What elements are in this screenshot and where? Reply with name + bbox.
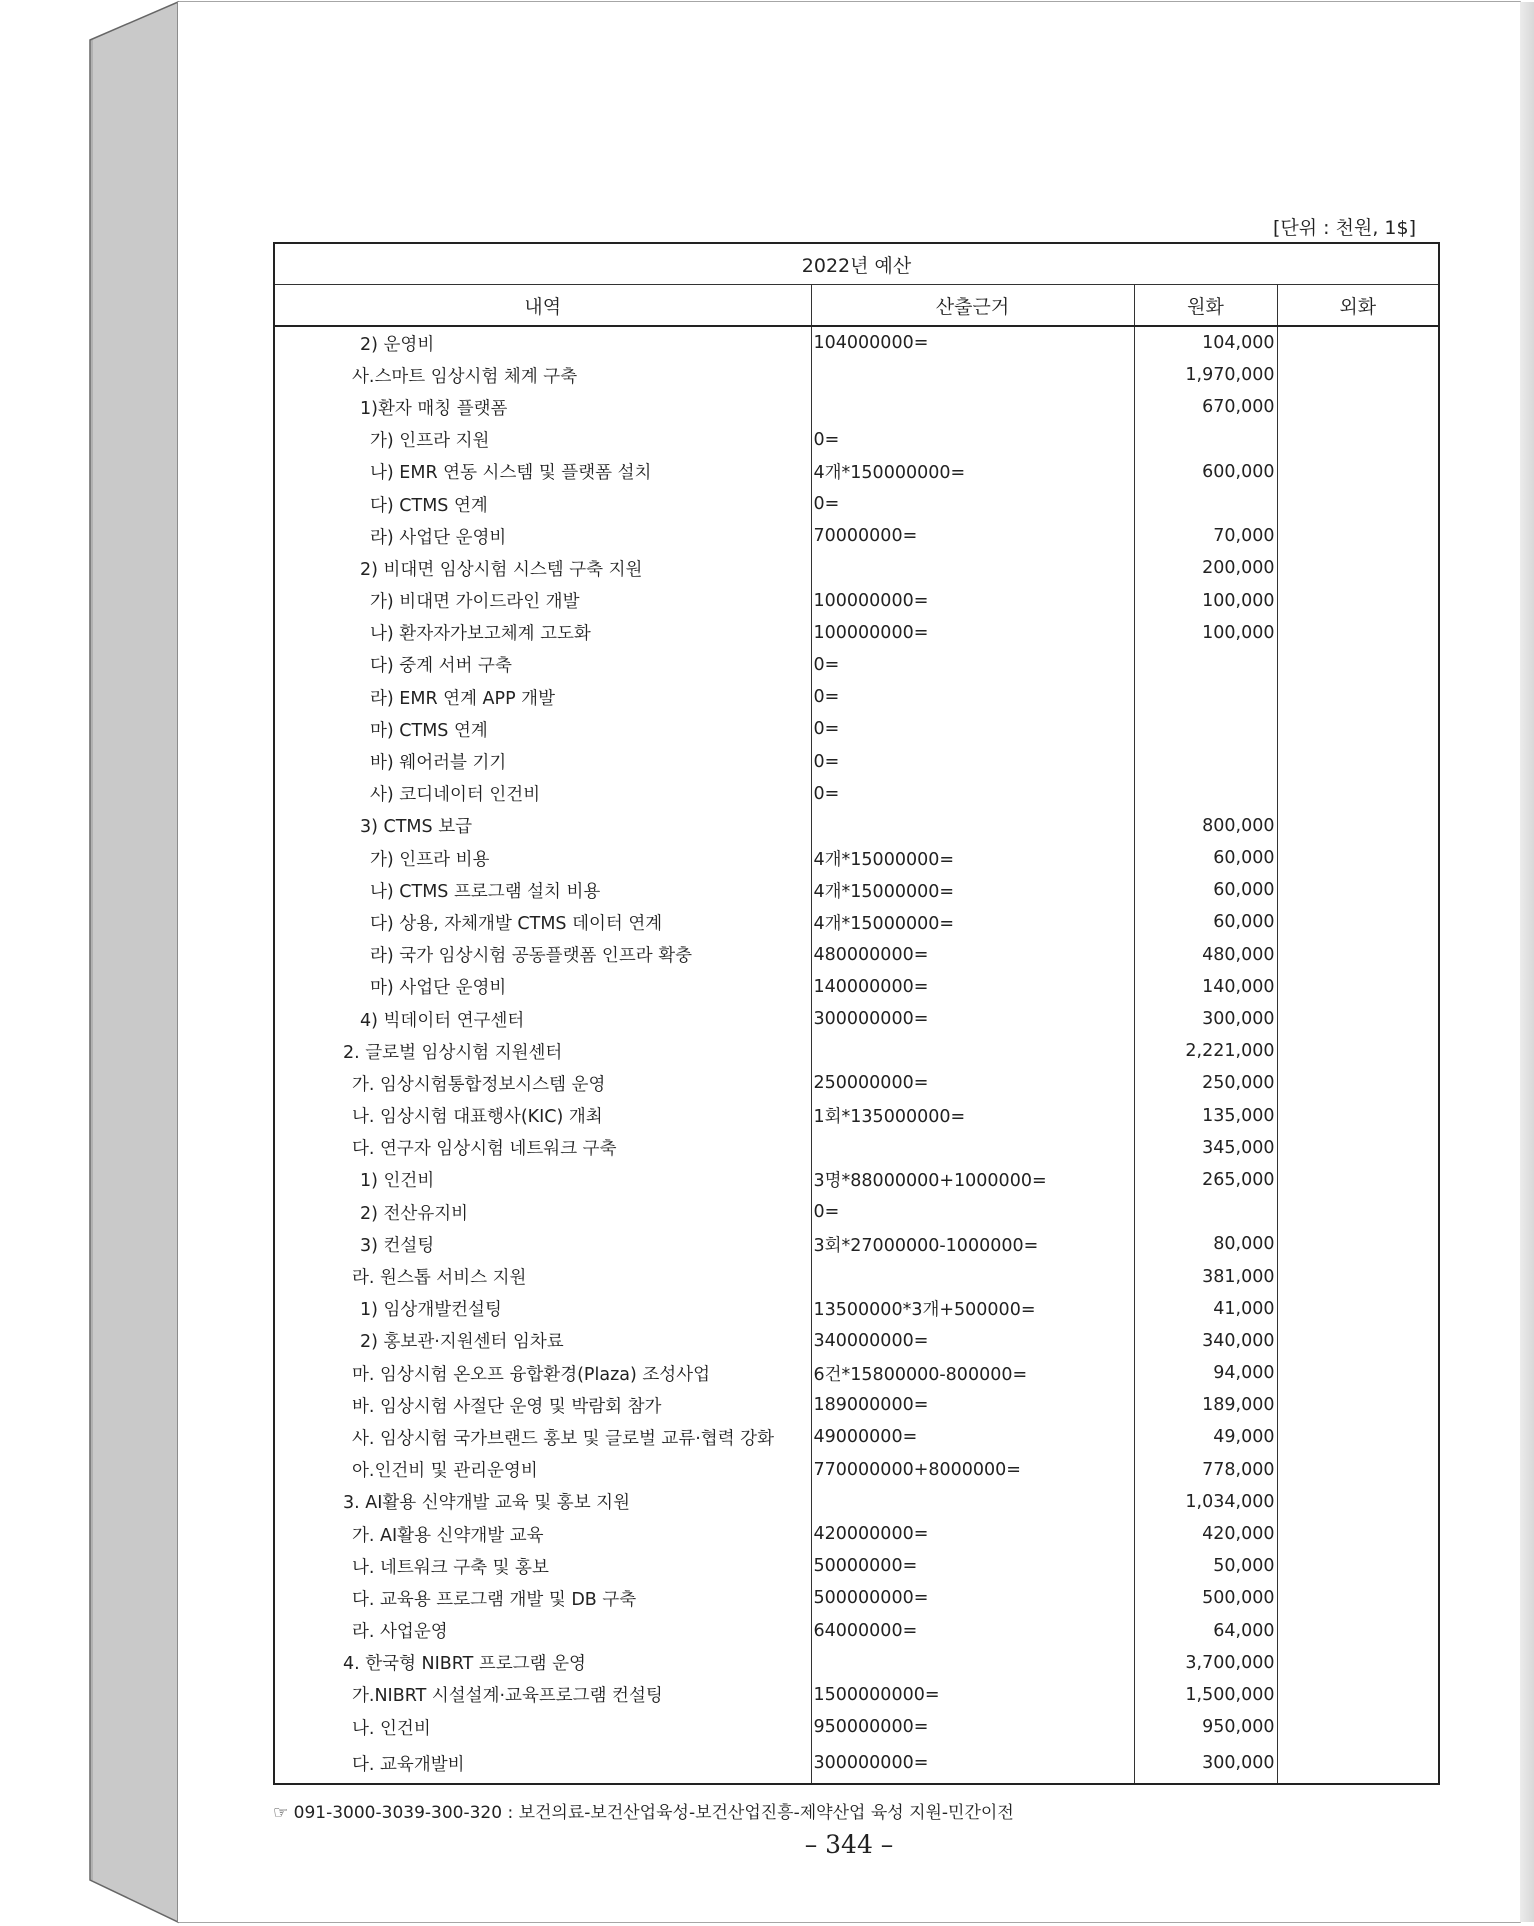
page-number: – 344 – — [804, 1830, 894, 1859]
foreign-currency-amount — [1277, 1454, 1439, 1486]
krw-amount: 50,000 — [1134, 1550, 1277, 1582]
item-description: 라. 원스톱 서비스 지원 — [274, 1260, 811, 1292]
krw-amount — [1134, 424, 1277, 456]
krw-amount: 420,000 — [1134, 1518, 1277, 1550]
header-basis: 산출근거 — [811, 285, 1134, 327]
calculation-basis — [811, 1260, 1134, 1292]
foreign-currency-amount — [1277, 1164, 1439, 1196]
foreign-currency-amount — [1277, 488, 1439, 520]
item-description: 사.스마트 임상시험 체계 구축 — [274, 359, 811, 391]
item-description: 가.NIBRT 시설설계·교육프로그램 컨설팅 — [274, 1679, 811, 1711]
item-description: 3. AI활용 신약개발 교육 및 홍보 지원 — [274, 1486, 811, 1518]
krw-amount: 41,000 — [1134, 1293, 1277, 1325]
item-description: 2. 글로벌 임상시험 지원센터 — [274, 1035, 811, 1067]
foreign-currency-amount — [1277, 1260, 1439, 1292]
item-description: 아.인건비 및 관리운영비 — [274, 1454, 811, 1486]
table-row — [274, 1615, 1439, 1647]
table-row — [274, 874, 1439, 906]
item-description: 1)환자 매칭 플랫폼 — [274, 391, 811, 423]
table-row — [274, 681, 1439, 713]
table-row — [274, 778, 1439, 810]
krw-amount — [1134, 713, 1277, 745]
calculation-basis: 4개*15000000= — [811, 906, 1134, 938]
item-description: 다. 교육개발비 — [274, 1743, 811, 1784]
table-row — [274, 359, 1439, 391]
item-description: 다) CTMS 연계 — [274, 488, 811, 520]
calculation-basis: 0= — [811, 713, 1134, 745]
krw-amount: 778,000 — [1134, 1454, 1277, 1486]
item-description: 가) 인프라 비용 — [274, 842, 811, 874]
calculation-basis: 0= — [811, 681, 1134, 713]
calculation-basis — [811, 359, 1134, 391]
calculation-basis: 140000000= — [811, 971, 1134, 1003]
item-description: 사. 임상시험 국가브랜드 홍보 및 글로벌 교류·협력 강화 — [274, 1421, 811, 1453]
table-row — [274, 1582, 1439, 1614]
item-description: 가. 임상시험통합정보시스템 운영 — [274, 1067, 811, 1099]
krw-amount: 104,000 — [1134, 326, 1277, 359]
calculation-basis: 1500000000= — [811, 1679, 1134, 1711]
table-row — [274, 939, 1439, 971]
foreign-currency-amount — [1277, 1389, 1439, 1421]
foreign-currency-amount — [1277, 745, 1439, 777]
calculation-basis: 100000000= — [811, 617, 1134, 649]
calculation-basis — [811, 1132, 1134, 1164]
foreign-currency-amount — [1277, 1196, 1439, 1228]
item-description: 마) CTMS 연계 — [274, 713, 811, 745]
item-description: 바) 웨어러블 기기 — [274, 745, 811, 777]
calculation-basis: 50000000= — [811, 1550, 1134, 1582]
krw-amount: 140,000 — [1134, 971, 1277, 1003]
item-description: 나. 임상시험 대표행사(KIC) 개최 — [274, 1100, 811, 1132]
krw-amount: 300,000 — [1134, 1003, 1277, 1035]
calculation-basis: 49000000= — [811, 1421, 1134, 1453]
calculation-basis: 250000000= — [811, 1067, 1134, 1099]
krw-amount: 3,700,000 — [1134, 1647, 1277, 1679]
item-description: 라) 국가 임상시험 공동플랫폼 인프라 확충 — [274, 939, 811, 971]
foreign-currency-amount — [1277, 1486, 1439, 1518]
table-row — [274, 552, 1439, 584]
table-row — [274, 1293, 1439, 1325]
calculation-basis: 300000000= — [811, 1003, 1134, 1035]
krw-amount: 345,000 — [1134, 1132, 1277, 1164]
calculation-basis: 950000000= — [811, 1711, 1134, 1743]
table-row — [274, 1486, 1439, 1518]
foreign-currency-amount — [1277, 1615, 1439, 1647]
item-description: 마) 사업단 운영비 — [274, 971, 811, 1003]
calculation-basis: 0= — [811, 1196, 1134, 1228]
krw-amount: 135,000 — [1134, 1100, 1277, 1132]
item-description: 바. 임상시험 사절단 운영 및 박람회 참가 — [274, 1389, 811, 1421]
table-title-row — [274, 243, 1439, 285]
krw-amount: 64,000 — [1134, 1615, 1277, 1647]
table-row — [274, 649, 1439, 681]
foreign-currency-amount — [1277, 649, 1439, 681]
calculation-basis: 64000000= — [811, 1615, 1134, 1647]
krw-amount — [1134, 649, 1277, 681]
table-header-row — [274, 285, 1439, 327]
table-row — [274, 713, 1439, 745]
document-page — [178, 2, 1520, 1922]
table-row — [274, 1003, 1439, 1035]
calculation-basis: 189000000= — [811, 1389, 1134, 1421]
krw-amount — [1134, 681, 1277, 713]
table-row — [274, 1164, 1439, 1196]
krw-amount — [1134, 488, 1277, 520]
table-row — [274, 1035, 1439, 1067]
item-description: 다) 상용, 자체개발 CTMS 데이터 연계 — [274, 906, 811, 938]
calculation-basis: 0= — [811, 649, 1134, 681]
table-row — [274, 391, 1439, 423]
calculation-basis: 4개*15000000= — [811, 874, 1134, 906]
foreign-currency-amount — [1277, 1550, 1439, 1582]
table-row — [274, 456, 1439, 488]
footnote: ☞ 091-3000-3039-300-320 : 보건의료-보건산업육성-보건산업진흥-제약산업 육성 지원-민간이전 — [273, 1803, 1014, 1823]
krw-amount — [1134, 778, 1277, 810]
calculation-basis: 0= — [811, 488, 1134, 520]
table-row — [274, 1550, 1439, 1582]
table-row — [274, 520, 1439, 552]
calculation-basis: 3회*27000000-1000000= — [811, 1228, 1134, 1260]
foreign-currency-amount — [1277, 1582, 1439, 1614]
table-row — [274, 842, 1439, 874]
foreign-currency-amount — [1277, 842, 1439, 874]
table-row — [274, 745, 1439, 777]
item-description: 2) 홍보관·지원센터 임차료 — [274, 1325, 811, 1357]
table-row — [274, 1389, 1439, 1421]
calculation-basis: 300000000= — [811, 1743, 1134, 1784]
item-description: 2) 전산유지비 — [274, 1196, 811, 1228]
table-row — [274, 488, 1439, 520]
item-description: 3) CTMS 보급 — [274, 810, 811, 842]
krw-amount: 49,000 — [1134, 1421, 1277, 1453]
item-description: 다. 교육용 프로그램 개발 및 DB 구축 — [274, 1582, 811, 1614]
header-fx: 외화 — [1277, 285, 1439, 327]
foreign-currency-amount — [1277, 456, 1439, 488]
foreign-currency-amount — [1277, 424, 1439, 456]
table-row — [274, 1196, 1439, 1228]
foreign-currency-amount — [1277, 1100, 1439, 1132]
foreign-currency-amount — [1277, 1679, 1439, 1711]
table-row — [274, 1325, 1439, 1357]
item-description: 4) 빅데이터 연구센터 — [274, 1003, 811, 1035]
foreign-currency-amount — [1277, 1711, 1439, 1743]
foreign-currency-amount — [1277, 1067, 1439, 1099]
table-row — [274, 1100, 1439, 1132]
table-row — [274, 1454, 1439, 1486]
table-row — [274, 1421, 1439, 1453]
item-description: 1) 임상개발컨설팅 — [274, 1293, 811, 1325]
krw-amount: 800,000 — [1134, 810, 1277, 842]
item-description: 3) 컨설팅 — [274, 1228, 811, 1260]
calculation-basis — [811, 1647, 1134, 1679]
krw-amount: 60,000 — [1134, 874, 1277, 906]
item-description: 나) 환자자가보고체계 고도화 — [274, 617, 811, 649]
foreign-currency-amount — [1277, 681, 1439, 713]
calculation-basis: 480000000= — [811, 939, 1134, 971]
item-description: 나. 네트워크 구축 및 홍보 — [274, 1550, 811, 1582]
krw-amount: 1,970,000 — [1134, 359, 1277, 391]
foreign-currency-amount — [1277, 617, 1439, 649]
krw-amount: 60,000 — [1134, 906, 1277, 938]
table-row — [274, 1357, 1439, 1389]
calculation-basis: 770000000+8000000= — [811, 1454, 1134, 1486]
krw-amount: 250,000 — [1134, 1067, 1277, 1099]
table-row — [274, 906, 1439, 938]
krw-amount: 100,000 — [1134, 617, 1277, 649]
foreign-currency-amount — [1277, 713, 1439, 745]
foreign-currency-amount — [1277, 552, 1439, 584]
table-row — [274, 585, 1439, 617]
krw-amount: 670,000 — [1134, 391, 1277, 423]
foreign-currency-amount — [1277, 1003, 1439, 1035]
item-description: 4. 한국형 NIBRT 프로그램 운영 — [274, 1647, 811, 1679]
foreign-currency-amount — [1277, 939, 1439, 971]
calculation-basis — [811, 1486, 1134, 1518]
table-row — [274, 810, 1439, 842]
foreign-currency-amount — [1277, 1293, 1439, 1325]
table-row — [274, 1132, 1439, 1164]
foreign-currency-amount — [1277, 1035, 1439, 1067]
krw-amount: 300,000 — [1134, 1743, 1277, 1784]
foreign-currency-amount — [1277, 326, 1439, 359]
header-desc: 내역 — [274, 285, 811, 327]
foreign-currency-amount — [1277, 1421, 1439, 1453]
table-row — [274, 326, 1439, 359]
item-description: 나) CTMS 프로그램 설치 비용 — [274, 874, 811, 906]
foreign-currency-amount — [1277, 906, 1439, 938]
table-title: 2022년 예산 — [274, 243, 1439, 285]
krw-amount: 950,000 — [1134, 1711, 1277, 1743]
header-krw: 원화 — [1134, 285, 1277, 327]
krw-amount: 189,000 — [1134, 1389, 1277, 1421]
item-description: 나) EMR 연동 시스템 및 플랫폼 설치 — [274, 456, 811, 488]
krw-amount: 100,000 — [1134, 585, 1277, 617]
table-row — [274, 1711, 1439, 1743]
calculation-basis — [811, 1035, 1134, 1067]
calculation-basis: 4개*150000000= — [811, 456, 1134, 488]
budget-table — [273, 242, 1440, 1785]
krw-amount: 500,000 — [1134, 1582, 1277, 1614]
krw-amount: 60,000 — [1134, 842, 1277, 874]
foreign-currency-amount — [1277, 1647, 1439, 1679]
foreign-currency-amount — [1277, 585, 1439, 617]
calculation-basis: 500000000= — [811, 1582, 1134, 1614]
krw-amount: 94,000 — [1134, 1357, 1277, 1389]
krw-amount — [1134, 745, 1277, 777]
calculation-basis: 6건*15800000-800000= — [811, 1357, 1134, 1389]
item-description: 2) 운영비 — [274, 326, 811, 359]
unit-label: [단위 : 천원, 1$] — [1273, 217, 1416, 239]
item-description: 라. 사업운영 — [274, 1615, 811, 1647]
krw-amount: 1,500,000 — [1134, 1679, 1277, 1711]
foreign-currency-amount — [1277, 874, 1439, 906]
foreign-currency-amount — [1277, 1357, 1439, 1389]
foreign-currency-amount — [1277, 359, 1439, 391]
table-row — [274, 1228, 1439, 1260]
item-description: 마. 임상시험 온오프 융합환경(Plaza) 조성사업 — [274, 1357, 811, 1389]
foreign-currency-amount — [1277, 1228, 1439, 1260]
foreign-currency-amount — [1277, 810, 1439, 842]
calculation-basis: 0= — [811, 778, 1134, 810]
calculation-basis: 0= — [811, 424, 1134, 456]
item-description: 2) 비대면 임상시험 시스템 구축 지원 — [274, 552, 811, 584]
table-row — [274, 1743, 1439, 1784]
calculation-basis: 3명*88000000+1000000= — [811, 1164, 1134, 1196]
table-row — [274, 617, 1439, 649]
calculation-basis: 340000000= — [811, 1325, 1134, 1357]
table-row — [274, 1518, 1439, 1550]
item-description: 라) EMR 연계 APP 개발 — [274, 681, 811, 713]
krw-amount: 200,000 — [1134, 552, 1277, 584]
calculation-basis: 1회*135000000= — [811, 1100, 1134, 1132]
krw-amount: 381,000 — [1134, 1260, 1277, 1292]
krw-amount: 265,000 — [1134, 1164, 1277, 1196]
item-description: 다. 연구자 임상시험 네트워크 구축 — [274, 1132, 811, 1164]
item-description: 라) 사업단 운영비 — [274, 520, 811, 552]
item-description: 가) 인프라 지원 — [274, 424, 811, 456]
calculation-basis: 100000000= — [811, 585, 1134, 617]
calculation-basis — [811, 810, 1134, 842]
calculation-basis: 0= — [811, 745, 1134, 777]
krw-amount: 70,000 — [1134, 520, 1277, 552]
foreign-currency-amount — [1277, 971, 1439, 1003]
item-description: 다) 중계 서버 구축 — [274, 649, 811, 681]
item-description: 사) 코디네이터 인건비 — [274, 778, 811, 810]
item-description: 나. 인건비 — [274, 1711, 811, 1743]
calculation-basis — [811, 552, 1134, 584]
item-description: 가. AI활용 신약개발 교육 — [274, 1518, 811, 1550]
foreign-currency-amount — [1277, 1743, 1439, 1784]
calculation-basis: 420000000= — [811, 1518, 1134, 1550]
table-row — [274, 1647, 1439, 1679]
calculation-basis: 4개*15000000= — [811, 842, 1134, 874]
foreign-currency-amount — [1277, 391, 1439, 423]
foreign-currency-amount — [1277, 1132, 1439, 1164]
table-row — [274, 1679, 1439, 1711]
table-row — [274, 971, 1439, 1003]
table-row — [274, 424, 1439, 456]
krw-amount: 600,000 — [1134, 456, 1277, 488]
item-description: 1) 인건비 — [274, 1164, 811, 1196]
table-row — [274, 1067, 1439, 1099]
krw-amount: 480,000 — [1134, 939, 1277, 971]
item-description: 가) 비대면 가이드라인 개발 — [274, 585, 811, 617]
foreign-currency-amount — [1277, 778, 1439, 810]
table-row — [274, 1260, 1439, 1292]
foreign-currency-amount — [1277, 1518, 1439, 1550]
krw-amount — [1134, 1196, 1277, 1228]
foreign-currency-amount — [1277, 1325, 1439, 1357]
calculation-basis: 13500000*3개+500000= — [811, 1293, 1134, 1325]
krw-amount: 340,000 — [1134, 1325, 1277, 1357]
krw-amount: 2,221,000 — [1134, 1035, 1277, 1067]
calculation-basis: 104000000= — [811, 326, 1134, 359]
krw-amount: 80,000 — [1134, 1228, 1277, 1260]
calculation-basis — [811, 391, 1134, 423]
calculation-basis: 70000000= — [811, 520, 1134, 552]
krw-amount: 1,034,000 — [1134, 1486, 1277, 1518]
foreign-currency-amount — [1277, 520, 1439, 552]
